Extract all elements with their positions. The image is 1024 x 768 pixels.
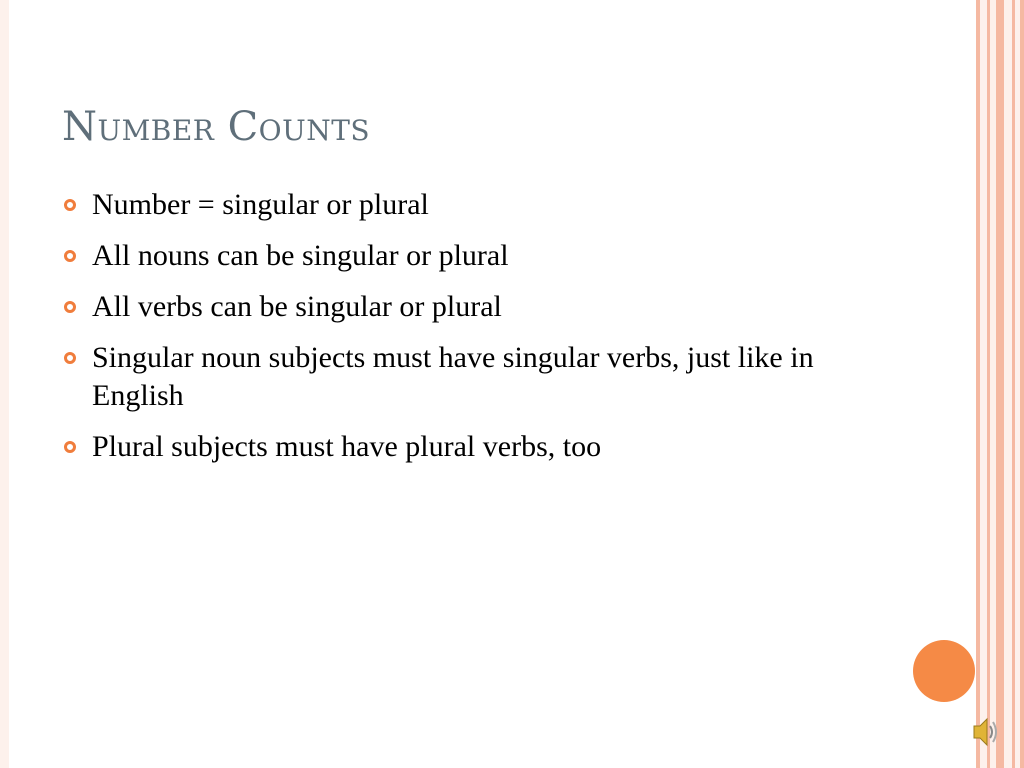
list-item xyxy=(62,339,892,415)
slide-title: Number Counts xyxy=(62,104,371,150)
border-stripe xyxy=(987,0,990,768)
border-stripe xyxy=(1012,0,1015,768)
decorative-circle xyxy=(913,640,975,702)
circle-bullet-icon xyxy=(64,199,76,211)
border-stripe xyxy=(996,0,1004,768)
bullet-text: Plural subjects must have plural verbs, too xyxy=(92,430,602,463)
list-item xyxy=(62,428,892,466)
list-item xyxy=(62,237,892,275)
border-stripe xyxy=(1020,0,1024,768)
bullet-text: Singular noun subjects must have singular verbs, just like in English xyxy=(92,341,814,412)
border-stripe xyxy=(976,0,980,768)
bullet-text: All verbs can be singular or plural xyxy=(92,290,502,323)
bullet-text: Number = singular or plural xyxy=(92,188,429,221)
list-item xyxy=(62,288,892,326)
circle-bullet-icon xyxy=(64,301,76,313)
circle-bullet-icon xyxy=(64,352,76,364)
circle-bullet-icon xyxy=(64,250,76,262)
circle-bullet-icon xyxy=(64,441,76,453)
bullet-list xyxy=(62,186,892,479)
list-item xyxy=(62,186,892,224)
bullet-text: All nouns can be singular or plural xyxy=(92,239,509,272)
speaker-icon[interactable] xyxy=(972,714,1000,750)
